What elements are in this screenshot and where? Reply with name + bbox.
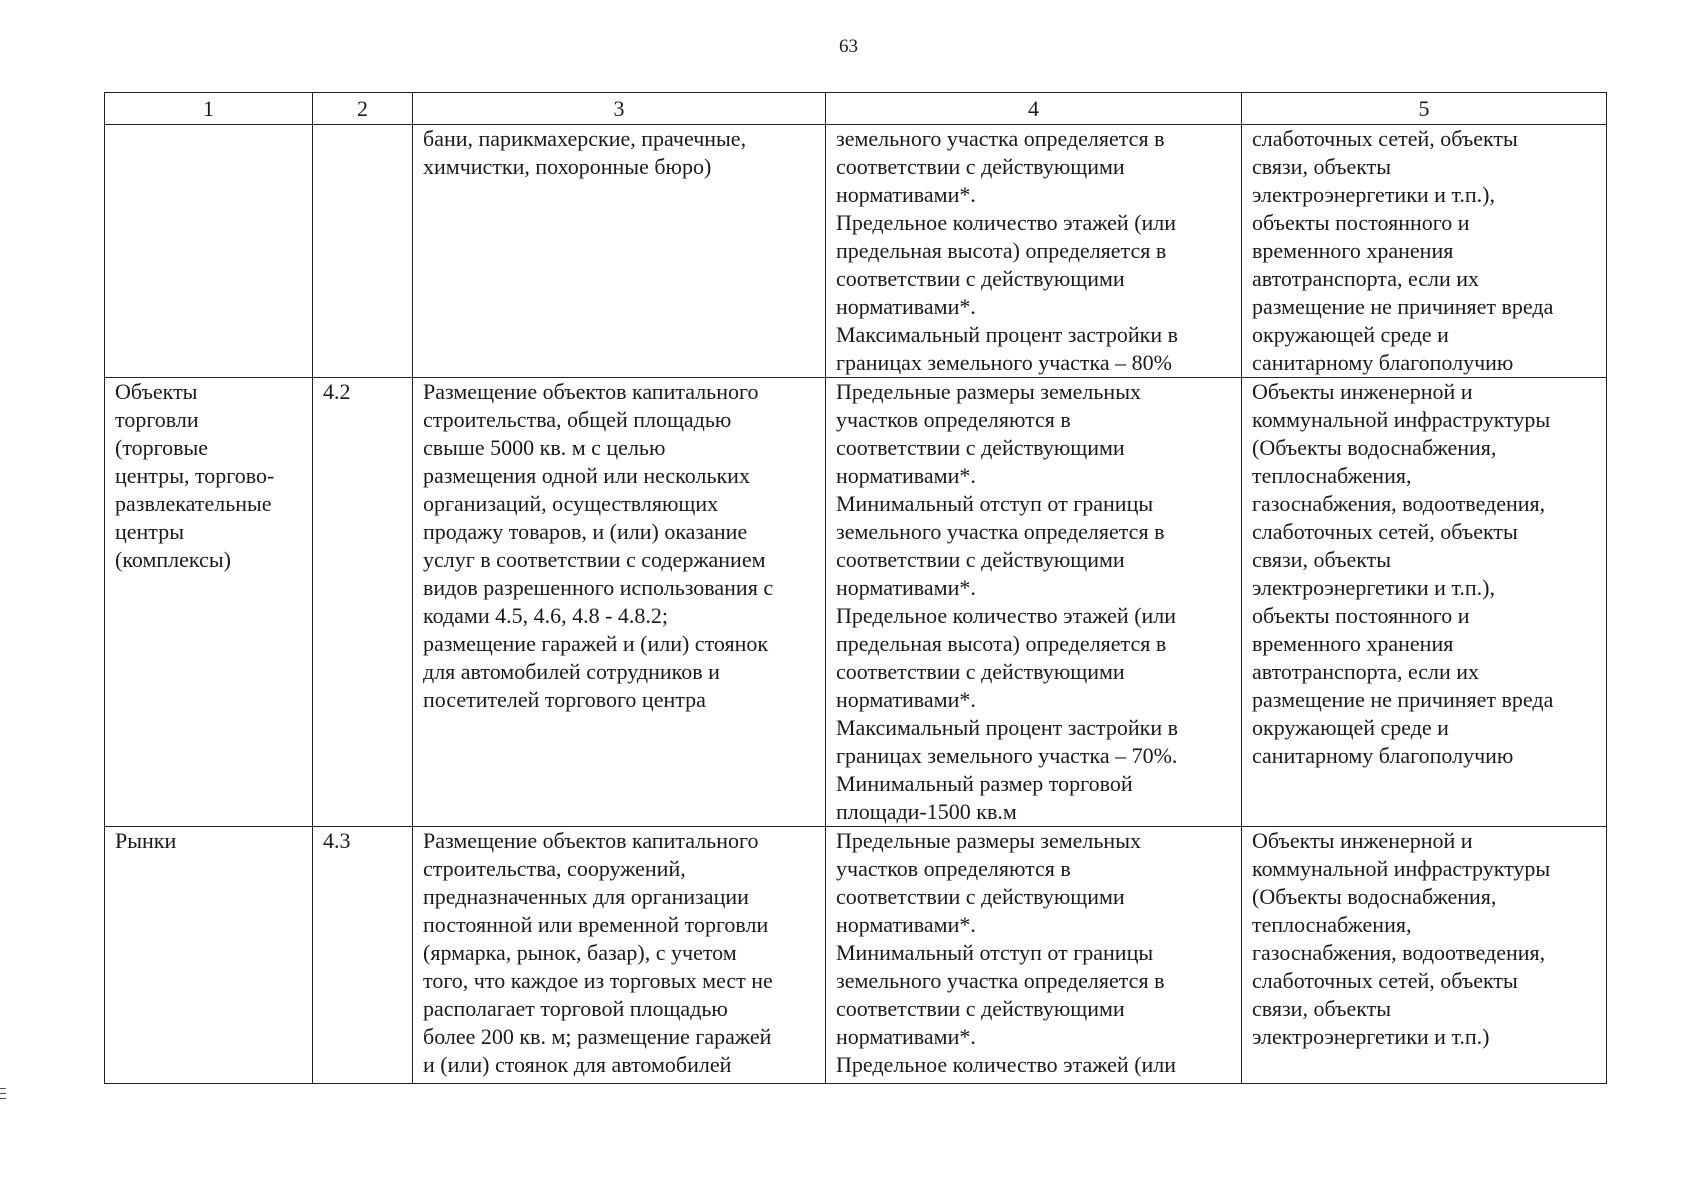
use-code-cell [313, 125, 413, 378]
cell-line: посетителей торгового центра [423, 687, 706, 712]
cell-line: нормативами*. [836, 463, 976, 488]
cell-line: (ярмарка, рынок, базар), с учетом [423, 940, 737, 965]
cell-line: нормативами*. [836, 182, 976, 207]
auxiliary-uses-cell [1242, 378, 1607, 827]
use-name-cell [105, 827, 313, 1084]
use-code-cell: 4.2 [313, 378, 413, 827]
cell-line: для автомобилей сотрудников и [423, 659, 720, 684]
cell-line: Минимальный размер торговой [836, 771, 1133, 796]
cell-line: объекты постоянного и [1252, 603, 1470, 628]
cell-line: более 200 кв. м; размещение гаражей [423, 1024, 772, 1049]
cell-line: санитарному благополучию [1252, 350, 1514, 375]
cell-line: размещение гаражей и (или) стоянок [423, 631, 769, 656]
cell-line: кодами 4.5, 4.6, 4.8 - 4.8.2; [423, 603, 669, 628]
cell-line: нормативами*. [836, 294, 976, 319]
cell-line: Предельное количество этажей (или [836, 210, 1177, 235]
cell-line: связи, объекты [1252, 154, 1392, 179]
column-header: 3 [413, 93, 826, 125]
cell-line: Объекты инженерной и [1252, 828, 1473, 853]
cell-line: соответствии с действующими [836, 266, 1125, 291]
cell-line: размещение не причиняет вреда [1252, 294, 1554, 319]
cell-line: теплоснабжения, [1252, 463, 1412, 488]
cell-line: теплоснабжения, [1252, 912, 1412, 937]
cell-line: площади-1500 кв.м [836, 799, 1017, 824]
column-header: 1 [105, 93, 313, 125]
cell-line: Максимальный процент застройки в [836, 322, 1178, 347]
cell-line: предназначенных для организации [423, 884, 749, 909]
cell-line: соответствии с действующими [836, 659, 1125, 684]
cell-line: электроэнергетики и т.п.), [1252, 182, 1495, 207]
cell-line: соответствии с действующими [836, 154, 1125, 179]
use-description-cell [413, 827, 826, 1084]
cell-line: Предельное количество этажей (или [836, 1052, 1177, 1077]
cell-line: предельная высота) определяется в [836, 238, 1167, 263]
cell-line: электроэнергетики и т.п.) [1252, 1024, 1490, 1049]
cell-line: располагает торговой площадью [423, 996, 728, 1021]
scan-edge-mark [0, 1088, 6, 1101]
cell-line: центры, торгово- [115, 463, 275, 488]
cell-line: нормативами*. [836, 1024, 976, 1049]
cell-line: развлекательные [115, 491, 272, 516]
cell-line: организаций, осуществляющих [423, 491, 719, 516]
cell-line: центры [115, 519, 184, 544]
cell-line: слаботочных сетей, объекты [1252, 126, 1518, 151]
cell-line: постоянной или временной торговли [423, 912, 769, 937]
column-header: 2 [313, 93, 413, 125]
cell-line: электроэнергетики и т.п.), [1252, 575, 1495, 600]
cell-line: строительства, общей площадью [423, 407, 732, 432]
cell-line: слаботочных сетей, объекты [1252, 519, 1518, 544]
cell-line: земельного участка определяется в [836, 126, 1165, 151]
cell-line: окружающей среде и [1252, 715, 1449, 740]
cell-line: автотранспорта, если их [1252, 659, 1480, 684]
cell-line: соответствии с действующими [836, 884, 1125, 909]
cell-line: нормативами*. [836, 912, 976, 937]
cell-line: временного хранения [1252, 238, 1454, 263]
cell-line: Предельные размеры земельных [836, 379, 1141, 404]
table-header-row [105, 93, 1607, 125]
cell-line: видов разрешенного использования с [423, 575, 774, 600]
cell-line: и (или) стоянок для автомобилей [423, 1052, 732, 1077]
cell-line: Рынки [115, 828, 177, 853]
cell-line: связи, объекты [1252, 547, 1392, 572]
land-use-table [104, 92, 1607, 1084]
cell-line: соответствии с действующими [836, 996, 1125, 1021]
auxiliary-uses-cell [1242, 125, 1607, 378]
cell-line: Минимальный отступ от границы [836, 940, 1154, 965]
cell-line: свыше 5000 кв. м с целью [423, 435, 666, 460]
cell-line: продажу товаров, и (или) оказание [423, 519, 748, 544]
cell-line: размещения одной или нескольких [423, 463, 750, 488]
parameters-cell [826, 827, 1242, 1084]
column-header: 4 [826, 93, 1242, 125]
cell-line: Размещение объектов капитального [423, 828, 759, 853]
cell-line: торговли [115, 407, 199, 432]
cell-line: участков определяются в [836, 407, 1071, 432]
parameters-cell [826, 125, 1242, 378]
cell-line: Объекты [115, 379, 198, 404]
cell-line: размещение не причиняет вреда [1252, 687, 1554, 712]
use-description-cell [413, 378, 826, 827]
cell-line: нормативами*. [836, 575, 976, 600]
cell-line: (торговые [115, 435, 209, 460]
cell-line: земельного участка определяется в [836, 519, 1165, 544]
auxiliary-uses-cell [1242, 827, 1607, 1084]
cell-line: связи, объекты [1252, 996, 1392, 1021]
cell-line: бани, парикмахерские, прачечные, [423, 126, 747, 151]
cell-line: земельного участка определяется в [836, 968, 1165, 993]
cell-line: соответствии с действующими [836, 435, 1125, 460]
cell-line: газоснабжения, водоотведения, [1252, 491, 1546, 516]
table-row [105, 378, 1607, 827]
page-number: 63 [839, 36, 858, 57]
cell-line: строительства, сооружений, [423, 856, 686, 881]
cell-line: соответствии с действующими [836, 547, 1125, 572]
cell-line: (Объекты водоснабжения, [1252, 435, 1497, 460]
cell-line: объекты постоянного и [1252, 210, 1470, 235]
cell-line: газоснабжения, водоотведения, [1252, 940, 1546, 965]
cell-line: Максимальный процент застройки в [836, 715, 1178, 740]
cell-line: (Объекты водоснабжения, [1252, 884, 1497, 909]
cell-line: слаботочных сетей, объекты [1252, 968, 1518, 993]
parameters-cell [826, 378, 1242, 827]
cell-line: нормативами*. [836, 687, 976, 712]
table-row [105, 125, 1607, 378]
cell-line: автотранспорта, если их [1252, 266, 1480, 291]
cell-line: окружающей среде и [1252, 322, 1449, 347]
cell-line: химчистки, похоронные бюро) [423, 154, 712, 179]
column-header: 5 [1242, 93, 1607, 125]
cell-line: санитарному благополучию [1252, 743, 1514, 768]
cell-line: предельная высота) определяется в [836, 631, 1167, 656]
cell-line: Минимальный отступ от границы [836, 491, 1154, 516]
cell-line: Предельные размеры земельных [836, 828, 1141, 853]
cell-line: участков определяются в [836, 856, 1071, 881]
cell-line: услуг в соответствии с содержанием [423, 547, 766, 572]
cell-line: границах земельного участка – 70%. [836, 743, 1178, 768]
cell-line: Предельное количество этажей (или [836, 603, 1177, 628]
cell-line: Размещение объектов капитального [423, 379, 759, 404]
cell-line: коммунальной инфраструктуры [1252, 407, 1551, 432]
cell-line: того, что каждое из торговых мест не [423, 968, 773, 993]
use-code-cell: 4.3 [313, 827, 413, 1084]
cell-line: Объекты инженерной и [1252, 379, 1473, 404]
cell-line: коммунальной инфраструктуры [1252, 856, 1551, 881]
cell-line: (комплексы) [115, 547, 231, 572]
table-row [105, 827, 1607, 1084]
use-description-cell [413, 125, 826, 378]
use-name-cell [105, 125, 313, 378]
cell-line: границах земельного участка – 80% [836, 350, 1172, 375]
cell-line: временного хранения [1252, 631, 1454, 656]
use-name-cell [105, 378, 313, 827]
